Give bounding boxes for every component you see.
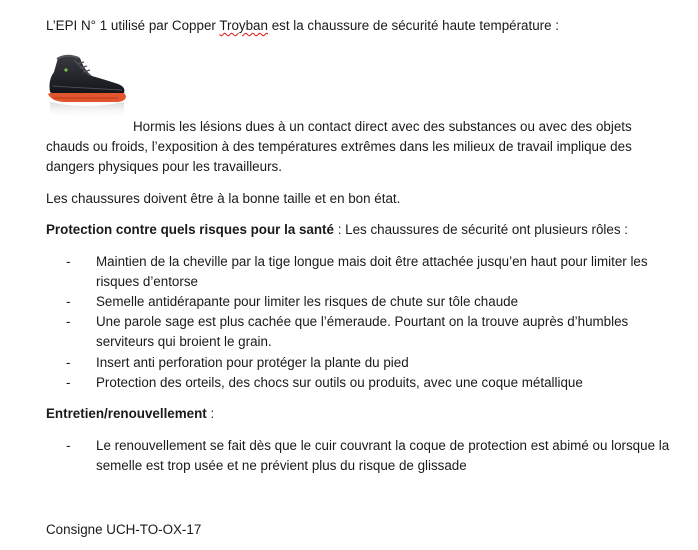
list-item-text: Maintien de la cheville par la tige longue mais doit être attachée jusqu’en haut pour limiter les risques d’entorse (96, 254, 648, 289)
health-section-heading (46, 220, 628, 240)
brand-name: Troyban (219, 18, 268, 33)
bullet-dash: - (66, 375, 71, 390)
list-item-text: Une parole sage est plus cachée que l’émeraude. Pourtant on la trouve auprès d’humbles serviteurs qui broient le grain. (96, 314, 629, 349)
maintenance-heading-rest: : (206, 406, 215, 421)
health-heading-rest: : Les chaussures de sécurité ont plusieurs rôles : (333, 222, 628, 237)
bullet-dash: - (66, 294, 71, 309)
maintenance-section-heading (46, 404, 214, 424)
footer-reference: Consigne UCH-TO-OX-17 (46, 522, 202, 537)
bullet-dash: - (66, 314, 71, 329)
maintenance-heading-bold: Entretien/renouvellement (46, 406, 207, 421)
list-item-text: Semelle antidérapante pour limiter les risques de chute sur tôle chaude (96, 294, 519, 309)
health-heading-bold: Protection contre quels risques pour la santé (46, 222, 334, 237)
list-item-text: Insert anti perforation pour protéger la plante du pied (96, 355, 409, 370)
bullet-dash: - (66, 355, 71, 370)
intro-prefix: L’EPI N° 1 utilisé par Copper (46, 18, 220, 33)
list-item-text: Protection des orteils, des chocs sur outils ou produits, avec une coque métallique (96, 375, 583, 390)
bullet-dash: - (66, 254, 71, 269)
list-item-text: Le renouvellement se fait dès que le cuir couvrant la coque de protection est abimé ou lorsque la semelle est trop usée et ne prévient plus du risque de glissade (96, 438, 670, 473)
intro-line (46, 16, 559, 36)
intro-suffix: est la chaussure de sécurité haute température : (267, 18, 560, 33)
fit-paragraph: Les chaussures doivent être à la bonne taille et en bon état. (46, 191, 401, 206)
hazard-paragraph: Hormis les lésions dues à un contact direct avec des substances ou avec des objets chauds ou froids, l’exposition à des températures extrêmes dans les milieux de travail implique des dangers physiques pour les travailleurs. (46, 119, 632, 174)
bullet-dash: - (66, 438, 71, 453)
safety-boot-icon (44, 50, 128, 124)
